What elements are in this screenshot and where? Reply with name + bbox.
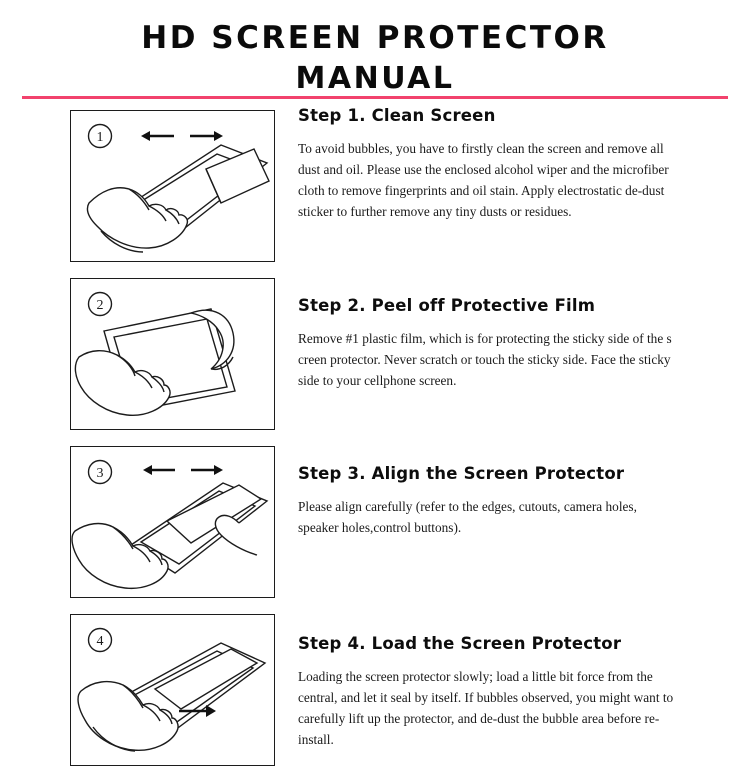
steps-list: [0, 104, 750, 766]
step-4-body: Loading the screen protector slowly; load a little bit force from the central, and let it seal by itself. If bubbles observed, you might want to carefully lift up the protector, and de-dust the bubble area before re-install.: [298, 668, 674, 747]
step-2-title: Step 2. Peel off Protective Film: [298, 296, 596, 315]
step-2-text: [298, 274, 676, 391]
step-1-text: [298, 106, 676, 222]
step-3-body: Please align carefully (refer to the edges, cutouts, camera holes, speaker holes,control buttons).: [298, 498, 637, 535]
step-item: [0, 610, 750, 766]
step-1-title: Step 1. Clean Screen: [298, 106, 496, 125]
title-divider: [22, 96, 728, 99]
page-title-line-1: HD SCREEN PROTECTOR: [141, 20, 609, 56]
step-3-title: Step 3. Align the Screen Protector: [298, 464, 625, 483]
step-item: [0, 106, 750, 262]
svg-text:1: 1: [96, 130, 104, 145]
step-4-illustration: [70, 614, 275, 766]
step-1-body: To avoid bubbles, you have to firstly clean the screen and remove all dust and oil. Please use the enclosed alcohol wiper and the microfiber cloth to remove fingerprints and oil stain. Apply electrostatic de-dust sticker to further remove any tiny dusts or residues.: [298, 140, 669, 219]
svg-text:2: 2: [96, 298, 104, 313]
step-item: [0, 274, 750, 430]
step-4-text: [298, 610, 676, 750]
step-2-illustration: [70, 278, 275, 430]
step-4-title: Step 4. Load the Screen Protector: [298, 634, 622, 653]
page-title-line-2: MANUAL: [295, 60, 455, 96]
step-3-text: [298, 442, 676, 538]
step-2-body: Remove #1 plastic film, which is for protecting the sticky side of the s creen protector. Never scratch or touch the sticky side. Face the sticky side to your cellphone screen.: [298, 330, 672, 388]
page-title: [0, 0, 750, 99]
svg-text:3: 3: [96, 466, 104, 481]
step-item: [0, 442, 750, 598]
step-3-illustration: [70, 446, 275, 598]
svg-text:4: 4: [96, 634, 104, 649]
step-1-illustration: [70, 110, 275, 262]
